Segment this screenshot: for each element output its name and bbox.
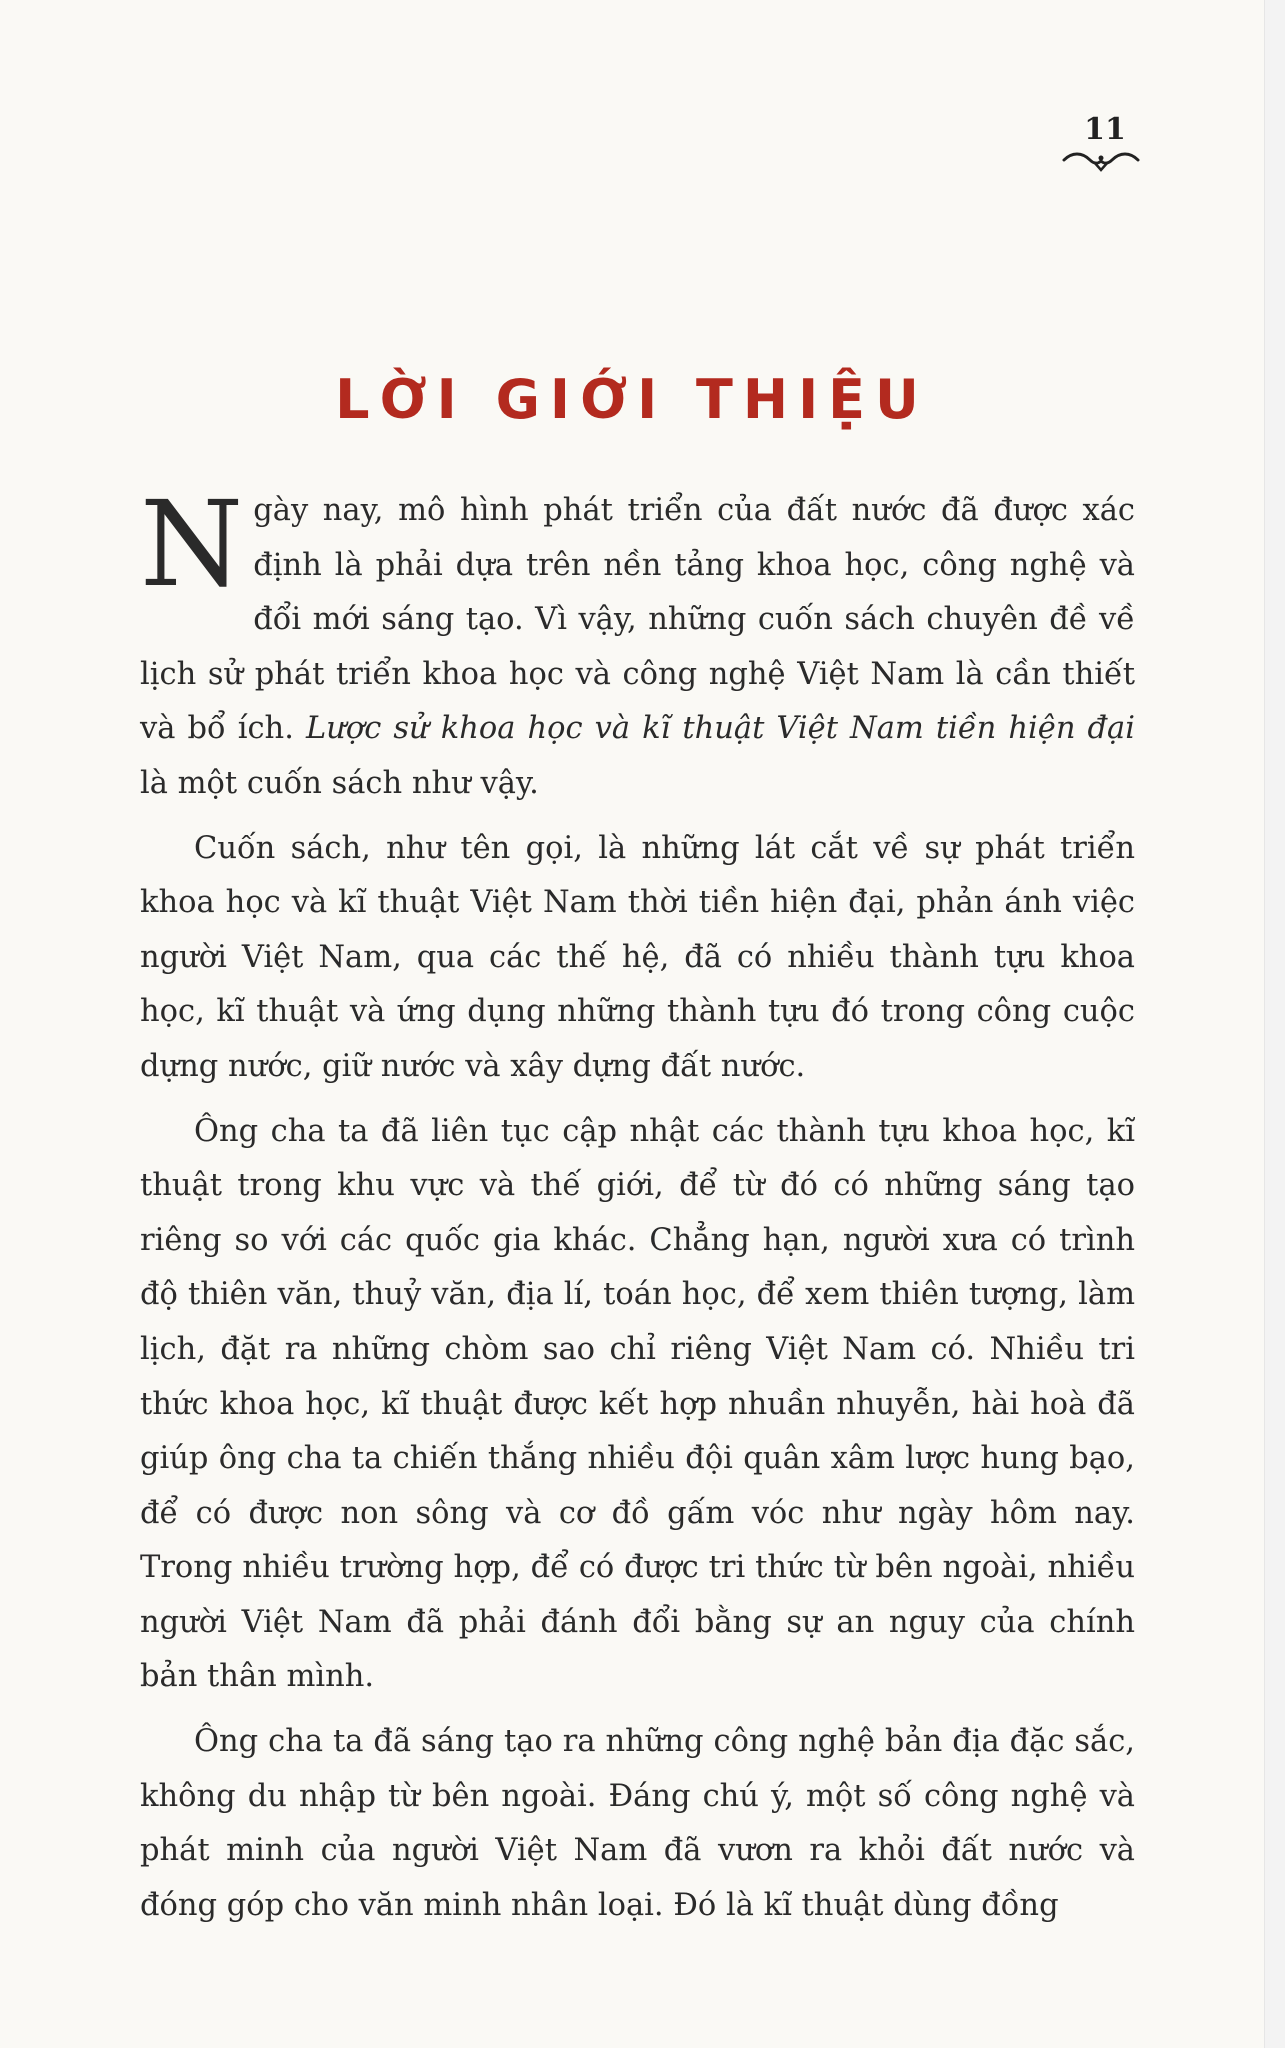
paragraph-3: Ông cha ta đã liên tục cập nhật các thành tựu khoa học, kĩ thuật trong khu vực và thế giới, để từ đó có những sáng tạo riêng so với các quốc gia khác. Chẳng hạn, người xưa có trình độ thiên văn, thuỷ văn, địa lí, toán học, để xem thiên tượng, làm lịch, đặt ra những chòm sao chỉ riêng Việt Nam có. Nhiều tri thức khoa học, kĩ thuật được kết hợp nhuần nhuyễn, hài hoà đã giúp ông cha ta chiến thắng nhiều đội quân xâm lược hung bạo, để có được non sông và cơ đồ gấm vóc như ngày hôm nay. Trong nhiều trường hợp, để có được tri thức từ bên ngoài, nhiều người Việt Nam đã phải đánh đổi bằng sự an nguy của chính bản thân mình. — [140, 1113, 1135, 1695]
paragraph-2: Cuốn sách, như tên gọi, là những lát cắt về sự phát triển khoa học và kĩ thuật Việt Nam thời tiền hiện đại, phản ánh việc người Việt Nam, qua các thế hệ, đã có nhiều thành tựu khoa học, kĩ thuật và ứng dụng những thành tựu đó trong công cuộc dựng nước, giữ nước và xây dựng đất nước. — [140, 830, 1135, 1084]
chapter-title: LỜI GIỚI THIỆU — [335, 368, 929, 431]
body-text — [140, 475, 1136, 1943]
page-edge — [1264, 0, 1285, 2048]
page-number: 11 — [1084, 112, 1126, 147]
paragraph-4: Ông cha ta đã sáng tạo ra những công nghệ bản địa đặc sắc, không du nhập từ bên ngoài. Đáng chú ý, một số công nghệ và phát minh của người Việt Nam đã vươn ra khỏi đất nước và đóng góp cho văn minh nhân loại. Đó là kĩ thuật dùng đồng — [140, 1724, 1135, 1923]
paragraph-1-text-b: là một cuốn sách như vậy. — [140, 765, 539, 801]
book-title: Lược sử khoa học và kĩ thuật Việt Nam tiền hiện đại — [305, 711, 1136, 747]
paragraph-1-text-a: gày nay, mô hình phát triển của đất nước đã được xác định là phải dựa trên nền tảng khoa học, công nghệ và đổi mới sáng tạo. Vì vậy, những cuốn sách chuyên đề về lịch sử phát triển khoa học và công nghệ Việt Nam là cần thiết và bổ ích. — [140, 493, 1135, 747]
drop-cap: N — [140, 475, 244, 613]
paragraph-1 — [140, 475, 1136, 812]
decorative-flourish-icon — [1060, 150, 1142, 172]
